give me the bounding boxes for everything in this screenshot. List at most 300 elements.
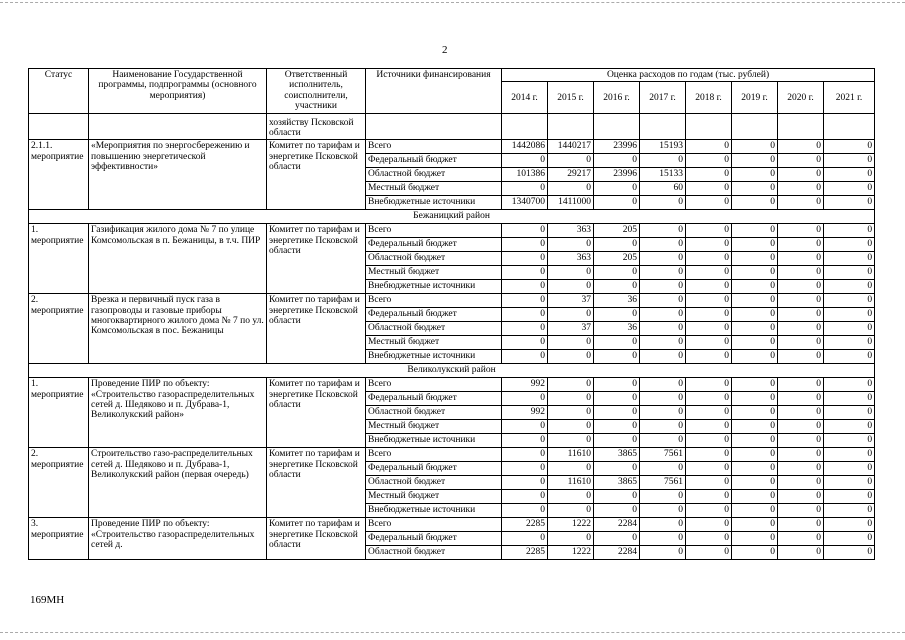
value-cell: 0 [502,490,548,504]
value-cell [640,114,686,140]
value-cell: 0 [686,462,732,476]
table-row [29,140,875,154]
value-cell: 0 [824,490,875,504]
value-cell: 0 [732,196,778,210]
value-cell: 0 [824,252,875,266]
value-cell: 0 [778,504,824,518]
value-cell: 0 [594,266,640,280]
value-cell: 0 [778,378,824,392]
value-cell: 0 [548,434,594,448]
value-cell: 0 [686,476,732,490]
source-cell [366,114,502,140]
value-cell: 0 [824,378,875,392]
value-cell [502,114,548,140]
value-cell: 0 [824,266,875,280]
value-cell: 0 [594,154,640,168]
value-cell: 0 [732,490,778,504]
value-cell: 0 [732,168,778,182]
source-cell: Всего [366,294,502,308]
name-cell: Строительство газо-распределительных сетей д. Шедяково и п. Дубрава-1, Великолукский район (первая очередь) [89,448,267,518]
value-cell: 0 [778,168,824,182]
value-cell: 0 [732,322,778,336]
source-cell: Внебюджетные источники [366,280,502,294]
value-cell: 0 [778,392,824,406]
value-cell: 0 [686,168,732,182]
value-cell: 0 [824,504,875,518]
value-cell: 0 [686,266,732,280]
value-cell: 0 [778,196,824,210]
value-cell: 0 [640,462,686,476]
source-cell: Областной бюджет [366,168,502,182]
value-cell: 2284 [594,546,640,560]
value-cell [732,114,778,140]
value-cell: 0 [824,308,875,322]
executor-cell: Комитет по тарифам и энергетике Псковской области [267,448,366,518]
source-cell: Местный бюджет [366,336,502,350]
source-cell: Внебюджетные источники [366,196,502,210]
value-cell: 0 [502,294,548,308]
value-cell: 0 [778,322,824,336]
value-cell: 2285 [502,518,548,532]
value-cell: 0 [778,406,824,420]
value-cell: 0 [824,294,875,308]
value-cell: 0 [640,504,686,518]
value-cell: 0 [686,448,732,462]
value-cell: 0 [732,350,778,364]
value-cell: 1440217 [548,140,594,154]
value-cell: 0 [824,154,875,168]
source-cell: Всего [366,378,502,392]
source-cell: Внебюджетные источники [366,504,502,518]
executor-cell: Комитет по тарифам и энергетике Псковской области [267,224,366,294]
value-cell: 0 [594,490,640,504]
value-cell: 0 [640,294,686,308]
name-cell: Врезка и первичный пуск газа в газопроводы и газовые приборы многоквартирного жилого дома № 7 по ул. Комсомольская в пос. Бежаницы [89,294,267,364]
value-cell: 0 [640,238,686,252]
value-cell: 0 [686,140,732,154]
value-cell: 0 [778,294,824,308]
value-cell: 0 [548,462,594,476]
value-cell: 0 [502,252,548,266]
value-cell: 0 [686,252,732,266]
value-cell: 0 [732,280,778,294]
source-cell: Федеральный бюджет [366,392,502,406]
value-cell: 0 [732,252,778,266]
source-cell: Областной бюджет [366,406,502,420]
value-cell: 0 [594,350,640,364]
value-cell: 0 [594,406,640,420]
value-cell: 0 [778,448,824,462]
value-cell: 0 [778,350,824,364]
table-header [29,69,875,114]
value-cell: 0 [640,280,686,294]
header-year: 2020 г. [778,82,824,114]
value-cell: 0 [686,182,732,196]
continuation-row [29,114,875,140]
source-cell: Федеральный бюджет [366,308,502,322]
value-cell: 992 [502,406,548,420]
value-cell: 23996 [594,140,640,154]
value-cell: 0 [594,336,640,350]
value-cell [824,114,875,140]
source-cell: Всего [366,224,502,238]
source-cell: Внебюджетные источники [366,350,502,364]
value-cell: 1222 [548,546,594,560]
source-cell: Местный бюджет [366,266,502,280]
status-cell [29,114,89,140]
value-cell: 0 [640,518,686,532]
source-cell: Местный бюджет [366,490,502,504]
value-cell: 0 [686,420,732,434]
value-cell: 0 [548,154,594,168]
value-cell: 29217 [548,168,594,182]
name-cell: Газификация жилого дома № 7 по улице Комсомольская в п. Бежаницы, в т.ч. ПИР [89,224,267,294]
value-cell: 0 [778,546,824,560]
executor-cell: Комитет по тарифам и энергетике Псковской области [267,294,366,364]
value-cell: 992 [502,378,548,392]
value-cell: 0 [502,224,548,238]
value-cell: 0 [686,224,732,238]
value-cell: 0 [640,154,686,168]
status-cell: 3. мероприятие [29,518,89,560]
value-cell: 0 [686,238,732,252]
value-cell: 0 [824,434,875,448]
value-cell: 0 [778,154,824,168]
value-cell: 1442086 [502,140,548,154]
table-row [29,448,875,462]
value-cell: 0 [686,280,732,294]
value-cell: 0 [640,308,686,322]
executor-cell: хозяйству Псковской области [267,114,366,140]
value-cell: 0 [732,140,778,154]
header-status: Статус [29,69,89,114]
value-cell: 0 [594,420,640,434]
header-year: 2019 г. [732,82,778,114]
value-cell: 0 [824,168,875,182]
value-cell: 205 [594,252,640,266]
value-cell: 7561 [640,476,686,490]
value-cell: 2285 [502,546,548,560]
value-cell: 0 [640,196,686,210]
source-cell: Федеральный бюджет [366,154,502,168]
value-cell: 0 [686,350,732,364]
value-cell: 0 [502,392,548,406]
value-cell: 0 [640,490,686,504]
source-cell: Федеральный бюджет [366,238,502,252]
value-cell: 37 [548,294,594,308]
value-cell: 36 [594,294,640,308]
value-cell: 37 [548,322,594,336]
source-cell: Федеральный бюджет [366,532,502,546]
table-body [29,114,875,560]
value-cell: 0 [686,392,732,406]
table-row [29,224,875,238]
value-cell [594,114,640,140]
source-cell: Всего [366,518,502,532]
value-cell: 0 [824,420,875,434]
value-cell: 0 [686,322,732,336]
value-cell: 0 [824,182,875,196]
value-cell: 0 [548,350,594,364]
value-cell: 0 [640,546,686,560]
value-cell: 0 [594,308,640,322]
value-cell: 0 [778,280,824,294]
value-cell: 0 [686,378,732,392]
value-cell: 0 [640,392,686,406]
value-cell: 0 [502,434,548,448]
source-cell: Областной бюджет [366,322,502,336]
value-cell: 0 [824,280,875,294]
status-cell: 2. мероприятие [29,448,89,518]
value-cell: 0 [640,224,686,238]
value-cell: 0 [778,224,824,238]
status-cell: 2.1.1. мероприятие [29,140,89,210]
value-cell: 0 [824,532,875,546]
value-cell: 0 [594,434,640,448]
value-cell: 0 [824,140,875,154]
value-cell: 0 [502,182,548,196]
header-name: Наименование Государственной программы, подпрограммы (основного мероприятия) [89,69,267,114]
value-cell: 60 [640,182,686,196]
value-cell: 0 [548,308,594,322]
value-cell: 0 [594,392,640,406]
value-cell: 0 [548,392,594,406]
source-cell: Областной бюджет [366,252,502,266]
value-cell: 0 [778,490,824,504]
value-cell: 0 [732,154,778,168]
name-cell: Проведение ПИР по объекту: «Строительство газораспределительных сетей д. Шедяково и п. Дубрава-1, Великолукский район» [89,378,267,448]
page-number: 2 [442,44,448,56]
value-cell: 0 [502,532,548,546]
value-cell: 0 [824,196,875,210]
table-row [29,294,875,308]
value-cell: 1222 [548,518,594,532]
header-year: 2014 г. [502,82,548,114]
value-cell: 0 [778,518,824,532]
value-cell: 0 [686,518,732,532]
value-cell: 0 [732,532,778,546]
value-cell: 0 [594,532,640,546]
value-cell: 0 [686,308,732,322]
value-cell: 0 [548,182,594,196]
value-cell: 0 [502,322,548,336]
name-cell: Проведение ПИР по объекту: «Строительство газораспределительных сетей д. [89,518,267,560]
value-cell: 0 [640,420,686,434]
value-cell [548,114,594,140]
value-cell: 0 [778,336,824,350]
value-cell: 0 [502,350,548,364]
value-cell: 0 [824,392,875,406]
value-cell: 0 [732,182,778,196]
value-cell: 0 [778,532,824,546]
value-cell: 0 [640,336,686,350]
value-cell [686,114,732,140]
value-cell: 0 [732,238,778,252]
value-cell: 0 [732,406,778,420]
value-cell: 0 [686,532,732,546]
value-cell: 0 [640,532,686,546]
financing-table [28,68,875,560]
value-cell: 0 [640,266,686,280]
value-cell: 0 [594,280,640,294]
value-cell: 0 [502,420,548,434]
value-cell: 0 [548,504,594,518]
value-cell: 0 [548,406,594,420]
value-cell: 0 [548,266,594,280]
value-cell: 0 [502,462,548,476]
value-cell: 0 [778,476,824,490]
value-cell: 0 [640,322,686,336]
page-top-border [0,2,905,3]
header-source: Источники финансирования [366,69,502,114]
value-cell: 0 [824,224,875,238]
value-cell: 0 [502,476,548,490]
value-cell: 0 [732,266,778,280]
value-cell: 0 [732,434,778,448]
value-cell: 0 [686,434,732,448]
value-cell: 0 [732,448,778,462]
value-cell: 0 [824,406,875,420]
value-cell: 0 [548,378,594,392]
value-cell: 0 [594,182,640,196]
value-cell: 0 [594,238,640,252]
status-cell: 1. мероприятие [29,378,89,448]
table-row [29,518,875,532]
value-cell: 0 [594,378,640,392]
source-cell: Областной бюджет [366,476,502,490]
value-cell: 0 [640,434,686,448]
value-cell: 0 [732,518,778,532]
value-cell: 1340700 [502,196,548,210]
value-cell: 0 [686,546,732,560]
value-cell: 0 [502,336,548,350]
section-title: Бежаницкий район [29,210,875,224]
value-cell: 0 [732,504,778,518]
value-cell: 0 [686,294,732,308]
value-cell: 0 [778,434,824,448]
value-cell: 0 [778,252,824,266]
value-cell: 0 [686,154,732,168]
value-cell: 0 [732,476,778,490]
executor-cell: Комитет по тарифам и энергетике Псковской области [267,518,366,560]
status-cell: 1. мероприятие [29,224,89,294]
value-cell: 0 [778,182,824,196]
value-cell: 0 [732,420,778,434]
name-cell [89,114,267,140]
value-cell: 0 [548,336,594,350]
value-cell: 0 [732,462,778,476]
source-cell: Областной бюджет [366,546,502,560]
value-cell: 0 [594,504,640,518]
source-cell: Федеральный бюджет [366,462,502,476]
value-cell: 3865 [594,476,640,490]
name-cell: «Мероприятия по энергосбережению и повышению энергетической эффективности» [89,140,267,210]
header-year: 2015 г. [548,82,594,114]
value-cell: 0 [824,462,875,476]
value-cell: 0 [502,504,548,518]
value-cell: 0 [778,140,824,154]
value-cell: 0 [502,154,548,168]
value-cell: 0 [594,196,640,210]
executor-cell: Комитет по тарифам и энергетике Псковской области [267,378,366,448]
header-year: 2021 г. [824,82,875,114]
source-cell: Всего [366,448,502,462]
value-cell: 0 [502,280,548,294]
header-executor: Ответственный исполнитель, соисполнители, участники [267,69,366,114]
source-cell: Местный бюджет [366,182,502,196]
value-cell: 0 [824,350,875,364]
value-cell: 11610 [548,476,594,490]
value-cell: 0 [732,392,778,406]
value-cell: 0 [548,490,594,504]
value-cell: 11610 [548,448,594,462]
value-cell: 36 [594,322,640,336]
executor-cell: Комитет по тарифам и энергетике Псковской области [267,140,366,210]
value-cell: 0 [778,308,824,322]
header-year: 2016 г. [594,82,640,114]
value-cell: 0 [778,420,824,434]
section-title: Великолукский район [29,364,875,378]
value-cell: 7561 [640,448,686,462]
value-cell: 0 [640,252,686,266]
value-cell: 0 [824,322,875,336]
source-cell: Внебюджетные источники [366,434,502,448]
value-cell: 15193 [640,140,686,154]
value-cell: 0 [548,532,594,546]
value-cell: 0 [686,196,732,210]
value-cell: 205 [594,224,640,238]
section-row [29,364,875,378]
value-cell: 15133 [640,168,686,182]
value-cell: 2284 [594,518,640,532]
table-row [29,378,875,392]
value-cell: 0 [502,238,548,252]
value-cell: 363 [548,224,594,238]
value-cell: 0 [686,336,732,350]
value-cell: 0 [686,490,732,504]
source-cell: Местный бюджет [366,420,502,434]
header-year: 2017 г. [640,82,686,114]
value-cell: 0 [640,350,686,364]
value-cell: 0 [732,294,778,308]
value-cell: 0 [824,476,875,490]
value-cell: 0 [778,238,824,252]
value-cell [778,114,824,140]
status-cell: 2. мероприятие [29,294,89,364]
value-cell: 0 [640,406,686,420]
value-cell: 23996 [594,168,640,182]
footer-code: 169МН [30,594,65,606]
value-cell: 0 [732,308,778,322]
value-cell: 0 [548,420,594,434]
value-cell: 0 [732,546,778,560]
value-cell: 0 [548,238,594,252]
value-cell: 0 [548,280,594,294]
value-cell: 0 [640,378,686,392]
value-cell: 0 [502,266,548,280]
value-cell: 0 [732,378,778,392]
value-cell: 101386 [502,168,548,182]
value-cell: 0 [686,504,732,518]
value-cell: 1411000 [548,196,594,210]
value-cell: 0 [824,546,875,560]
value-cell: 0 [686,406,732,420]
value-cell: 0 [502,308,548,322]
value-cell: 0 [732,224,778,238]
value-cell: 0 [502,448,548,462]
value-cell: 0 [778,266,824,280]
value-cell: 3865 [594,448,640,462]
